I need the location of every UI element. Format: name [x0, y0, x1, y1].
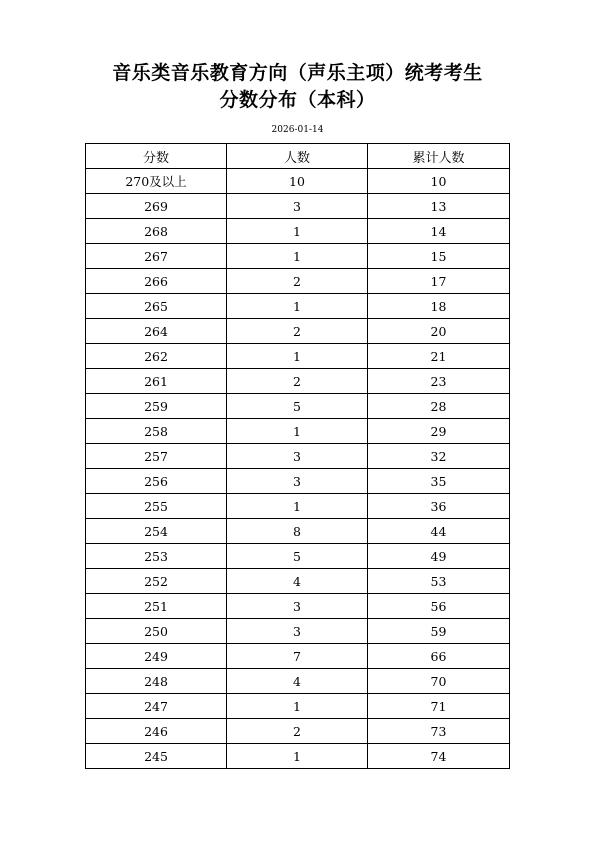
count-cell: 2	[227, 719, 368, 744]
count-cell: 1	[227, 744, 368, 769]
document-date: 2026-01-14	[271, 125, 324, 135]
score-cell: 256	[86, 469, 227, 494]
score-cell: 246	[86, 719, 227, 744]
table-header-row	[86, 144, 510, 169]
score-cell: 259	[86, 394, 227, 419]
header-cumulative: 累计人数	[368, 144, 510, 169]
count-cell: 7	[227, 644, 368, 669]
cumulative-cell: 73	[368, 719, 510, 744]
table-row	[86, 169, 510, 194]
header-count: 人数	[227, 144, 368, 169]
count-cell: 1	[227, 219, 368, 244]
table-row	[86, 619, 510, 644]
score-cell: 255	[86, 494, 227, 519]
count-cell: 2	[227, 269, 368, 294]
table-row	[86, 294, 510, 319]
cumulative-cell: 32	[368, 444, 510, 469]
count-cell: 1	[227, 344, 368, 369]
table-row	[86, 419, 510, 444]
score-cell: 261	[86, 369, 227, 394]
document-title-line-1: 音乐类音乐教育方向（声乐主项）统考考生	[112, 62, 483, 84]
count-cell: 8	[227, 519, 368, 544]
cumulative-cell: 53	[368, 569, 510, 594]
table-row	[86, 569, 510, 594]
score-cell: 253	[86, 544, 227, 569]
count-cell: 10	[227, 169, 368, 194]
score-cell: 266	[86, 269, 227, 294]
cumulative-cell: 15	[368, 244, 510, 269]
table-row	[86, 544, 510, 569]
score-cell: 268	[86, 219, 227, 244]
header-score: 分数	[86, 144, 227, 169]
count-cell: 2	[227, 369, 368, 394]
score-cell: 252	[86, 569, 227, 594]
table-row	[86, 369, 510, 394]
table-row	[86, 244, 510, 269]
table-row	[86, 469, 510, 494]
score-cell: 245	[86, 744, 227, 769]
table-row	[86, 694, 510, 719]
cumulative-cell: 10	[368, 169, 510, 194]
score-cell: 258	[86, 419, 227, 444]
cumulative-cell: 49	[368, 544, 510, 569]
cumulative-cell: 23	[368, 369, 510, 394]
table-row	[86, 494, 510, 519]
table-row	[86, 744, 510, 769]
count-cell: 1	[227, 244, 368, 269]
cumulative-cell: 70	[368, 669, 510, 694]
table-row	[86, 394, 510, 419]
score-cell: 257	[86, 444, 227, 469]
table-row	[86, 319, 510, 344]
document-title-line-2: 分数分布（本科）	[219, 89, 376, 111]
table-row	[86, 444, 510, 469]
count-cell: 3	[227, 594, 368, 619]
score-distribution-table	[85, 143, 510, 769]
count-cell: 3	[227, 194, 368, 219]
cumulative-cell: 17	[368, 269, 510, 294]
cumulative-cell: 29	[368, 419, 510, 444]
table-row	[86, 669, 510, 694]
count-cell: 4	[227, 669, 368, 694]
score-cell: 248	[86, 669, 227, 694]
cumulative-cell: 36	[368, 494, 510, 519]
score-cell: 265	[86, 294, 227, 319]
score-cell: 254	[86, 519, 227, 544]
table-row	[86, 219, 510, 244]
cumulative-cell: 59	[368, 619, 510, 644]
count-cell: 5	[227, 544, 368, 569]
score-cell: 251	[86, 594, 227, 619]
cumulative-cell: 21	[368, 344, 510, 369]
table-row	[86, 719, 510, 744]
count-cell: 3	[227, 619, 368, 644]
score-cell: 250	[86, 619, 227, 644]
score-cell: 262	[86, 344, 227, 369]
table-row	[86, 269, 510, 294]
cumulative-cell: 71	[368, 694, 510, 719]
count-cell: 1	[227, 694, 368, 719]
cumulative-cell: 35	[368, 469, 510, 494]
cumulative-cell: 28	[368, 394, 510, 419]
count-cell: 1	[227, 494, 368, 519]
count-cell: 4	[227, 569, 368, 594]
cumulative-cell: 66	[368, 644, 510, 669]
table-row	[86, 594, 510, 619]
count-cell: 1	[227, 294, 368, 319]
count-cell: 3	[227, 444, 368, 469]
score-cell: 267	[86, 244, 227, 269]
score-cell: 269	[86, 194, 227, 219]
count-cell: 5	[227, 394, 368, 419]
cumulative-cell: 44	[368, 519, 510, 544]
count-cell: 2	[227, 319, 368, 344]
table-row	[86, 344, 510, 369]
score-cell: 249	[86, 644, 227, 669]
count-cell: 3	[227, 469, 368, 494]
cumulative-cell: 18	[368, 294, 510, 319]
table-body	[86, 169, 510, 769]
table-row	[86, 644, 510, 669]
cumulative-cell: 14	[368, 219, 510, 244]
cumulative-cell: 74	[368, 744, 510, 769]
score-cell: 264	[86, 319, 227, 344]
table-row	[86, 519, 510, 544]
cumulative-cell: 13	[368, 194, 510, 219]
cumulative-cell: 56	[368, 594, 510, 619]
table-row	[86, 194, 510, 219]
score-cell: 247	[86, 694, 227, 719]
score-cell: 270及以上	[86, 169, 227, 194]
count-cell: 1	[227, 419, 368, 444]
cumulative-cell: 20	[368, 319, 510, 344]
